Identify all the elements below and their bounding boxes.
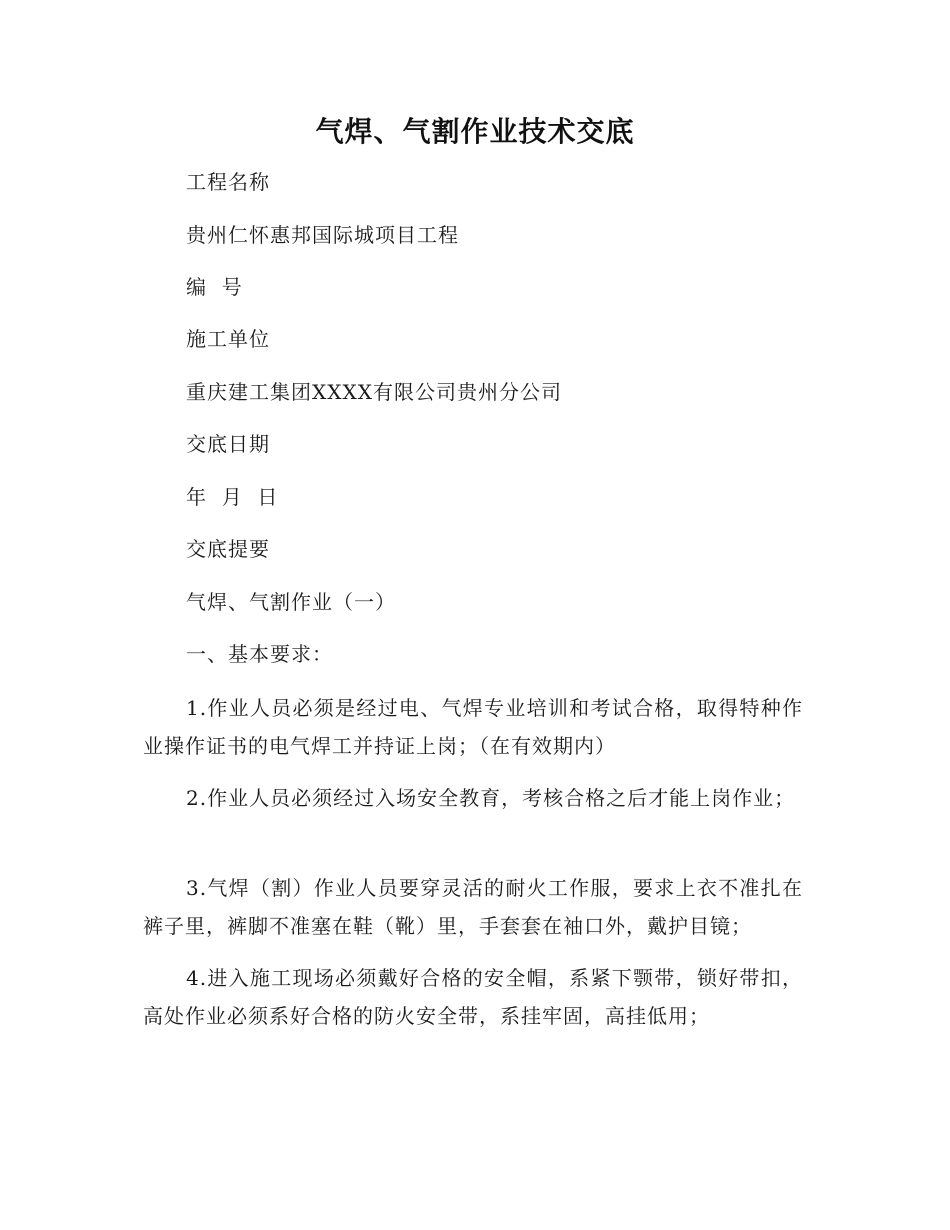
construction-unit-value: 重庆建工集团XXXX有限公司贵州分公司 (186, 380, 562, 404)
summary-label: 交底提要 (186, 537, 270, 561)
disclosure-date-value: 年 月 日 (186, 485, 279, 509)
subsection-title: 一、基本要求： (186, 642, 333, 666)
paragraph-3: 3.气焊（割）作业人员要穿灵活的耐火工作服，要求上衣不准扎在裤子里，裤脚不准塞在鞋（靴）里，手套套在袖口外，戴护目镜； (143, 876, 803, 938)
section-title: 气焊、气割作业（一） (186, 590, 396, 614)
document-title: 气焊、气割作业技术交底 (315, 115, 635, 148)
construction-unit-label: 施工单位 (186, 327, 270, 351)
project-name-label: 工程名称 (186, 170, 270, 194)
paragraph-2: 2.作业人员必须经过入场安全教育，考核合格之后才能上岗作业； (186, 786, 796, 810)
disclosure-date-label: 交底日期 (186, 432, 270, 456)
number-label: 编 号 (186, 275, 243, 299)
paragraph-4: 4.进入施工现场必须戴好合格的安全帽，系紧下颚带，锁好带扣，高处作业必须系好合格的防火安全带，系挂牢固，高挂低用； (143, 966, 803, 1028)
project-name-value: 贵州仁怀惠邦国际城项目工程 (186, 223, 459, 247)
paragraph-1: 1.作业人员必须是经过电、气焊专业培训和考试合格，取得特种作业操作证书的电气焊工并持证上岗；（在有效期内） (143, 696, 803, 758)
